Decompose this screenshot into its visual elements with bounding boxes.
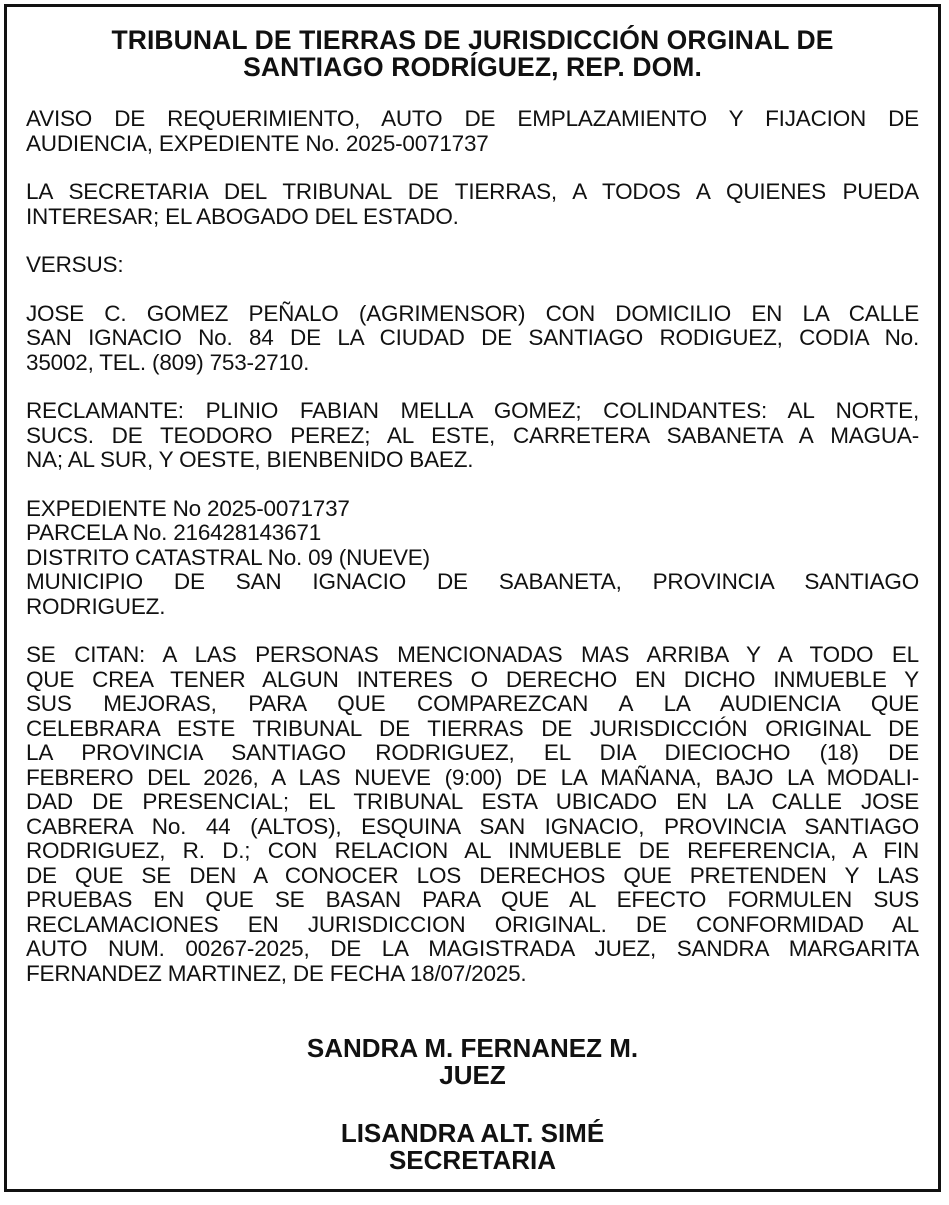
text-line: DE QUE SE DEN A CONOCER LOS DERECHOS QUE PRETENDEN Y LAS <box>26 862 919 888</box>
text-line: SAN IGNACIO No. 84 DE LA CIUDAD DE SANTIAGO RODIGUEZ, CODIA No. <box>26 325 919 350</box>
notice-title <box>7 27 938 81</box>
text-line: RODRIGUEZ. <box>26 593 166 619</box>
text-line: 35002, TEL. (809) 753-2710. <box>26 349 310 375</box>
text-line: SUCS. DE TEODORO PEREZ; AL ESTE, CARRETERA SABANETA A MAGUA- <box>26 422 919 448</box>
paragraph-secretaria <box>26 180 919 229</box>
text-line: LA PROVINCIA SANTIAGO RODRIGUEZ, EL DIA DIECIOCHO (18) DE <box>26 740 919 765</box>
judge-signature <box>7 1035 938 1089</box>
text-line: FEBRERO DEL 2026, A LAS NUEVE (9:00) DE LA MAÑANA, BAJO LA MODALI- <box>26 764 919 790</box>
text-line: PRUEBAS EN QUE SE BASAN PARA QUE AL EFECTO FORMULEN SUS <box>26 887 919 912</box>
text-line: AUTO NUM. 00267-2025, DE LA MAGISTRADA JUEZ, SANDRA MARGARITA <box>26 936 919 961</box>
judge-name: SANDRA M. FERNANEZ M. <box>306 1033 639 1063</box>
paragraph-aviso <box>26 107 919 156</box>
text-line: RECLAMANTE: PLINIO FABIAN MELLA GOMEZ; COLINDANTES: AL NORTE, <box>26 398 919 423</box>
text-line: EXPEDIENTE No 2025-0071737 <box>26 495 350 521</box>
text-line: FERNANDEZ MARTINEZ, DE FECHA 18/07/2025. <box>26 960 527 986</box>
legal-notice <box>4 4 941 1192</box>
text-line: LA SECRETARIA DEL TRIBUNAL DE TIERRAS, A TODOS A QUIENES PUEDA <box>26 179 919 204</box>
text-line: SE CITAN: A LAS PERSONAS MENCIONADAS MAS ARRIBA Y A TODO EL <box>26 642 919 667</box>
text-line: CABRERA No. 44 (ALTOS), ESQUINA SAN IGNACIO, PROVINCIA SANTIAGO <box>26 813 919 839</box>
title-line-2: SANTIAGO RODRÍGUEZ, REP. DOM. <box>243 52 702 82</box>
notice-body <box>26 107 919 1010</box>
text-line: CELEBRARA ESTE TRIBUNAL DE TIERRAS DE JURISDICCIÓN ORIGINAL DE <box>26 715 919 741</box>
text-line: NA; AL SUR, Y OESTE, BIENBENIDO BAEZ. <box>26 447 474 472</box>
text-line: AUDIENCIA, EXPEDIENTE No. 2025-0071737 <box>26 130 489 156</box>
paragraph-expediente <box>26 497 919 620</box>
paragraph-reclamante <box>26 399 919 473</box>
secretary-title: SECRETARIA <box>388 1145 557 1175</box>
text-line: VERSUS: <box>26 252 124 277</box>
paragraph-defendant <box>26 302 919 376</box>
title-line-1: TRIBUNAL DE TIERRAS DE JURISDICCIÓN ORGINAL DE <box>111 25 834 55</box>
text-line: DAD DE PRESENCIAL; EL TRIBUNAL ESTA UBICADO EN LA CALLE JOSE <box>26 789 919 814</box>
text-line: PARCELA No. 216428143671 <box>26 520 322 545</box>
text-line: MUNICIPIO DE SAN IGNACIO DE SABANETA, PROVINCIA SANTIAGO <box>26 569 919 594</box>
text-line: JOSE C. GOMEZ PEÑALO (AGRIMENSOR) CON DOMICILIO EN LA CALLE <box>26 300 919 326</box>
signature-section <box>7 1035 938 1205</box>
text-line: QUE CREA TENER ALGUN INTERES O DERECHO EN DICHO INMUEBLE Y <box>26 666 919 692</box>
text-line: INTERESAR; EL ABOGADO DEL ESTADO. <box>26 203 459 229</box>
paragraph-versus <box>26 253 919 278</box>
text-line: SUS MEJORAS, PARA QUE COMPAREZCAN A LA AUDIENCIA QUE <box>26 691 919 716</box>
text-line: DISTRITO CATASTRAL No. 09 (NUEVE) <box>26 544 430 570</box>
secretary-signature <box>7 1120 938 1174</box>
text-line: RODRIGUEZ, R. D.; CON RELACION AL INMUEBLE DE REFERENCIA, A FIN <box>26 838 919 863</box>
judge-title: JUEZ <box>439 1060 506 1090</box>
secretary-name: LISANDRA ALT. SIMÉ <box>340 1118 605 1148</box>
text-line: RECLAMACIONES EN JURISDICCION ORIGINAL. DE CONFORMIDAD AL <box>26 911 919 937</box>
text-line: AVISO DE REQUERIMIENTO, AUTO DE EMPLAZAMIENTO Y FIJACION DE <box>26 106 919 131</box>
paragraph-citacion <box>26 643 919 986</box>
